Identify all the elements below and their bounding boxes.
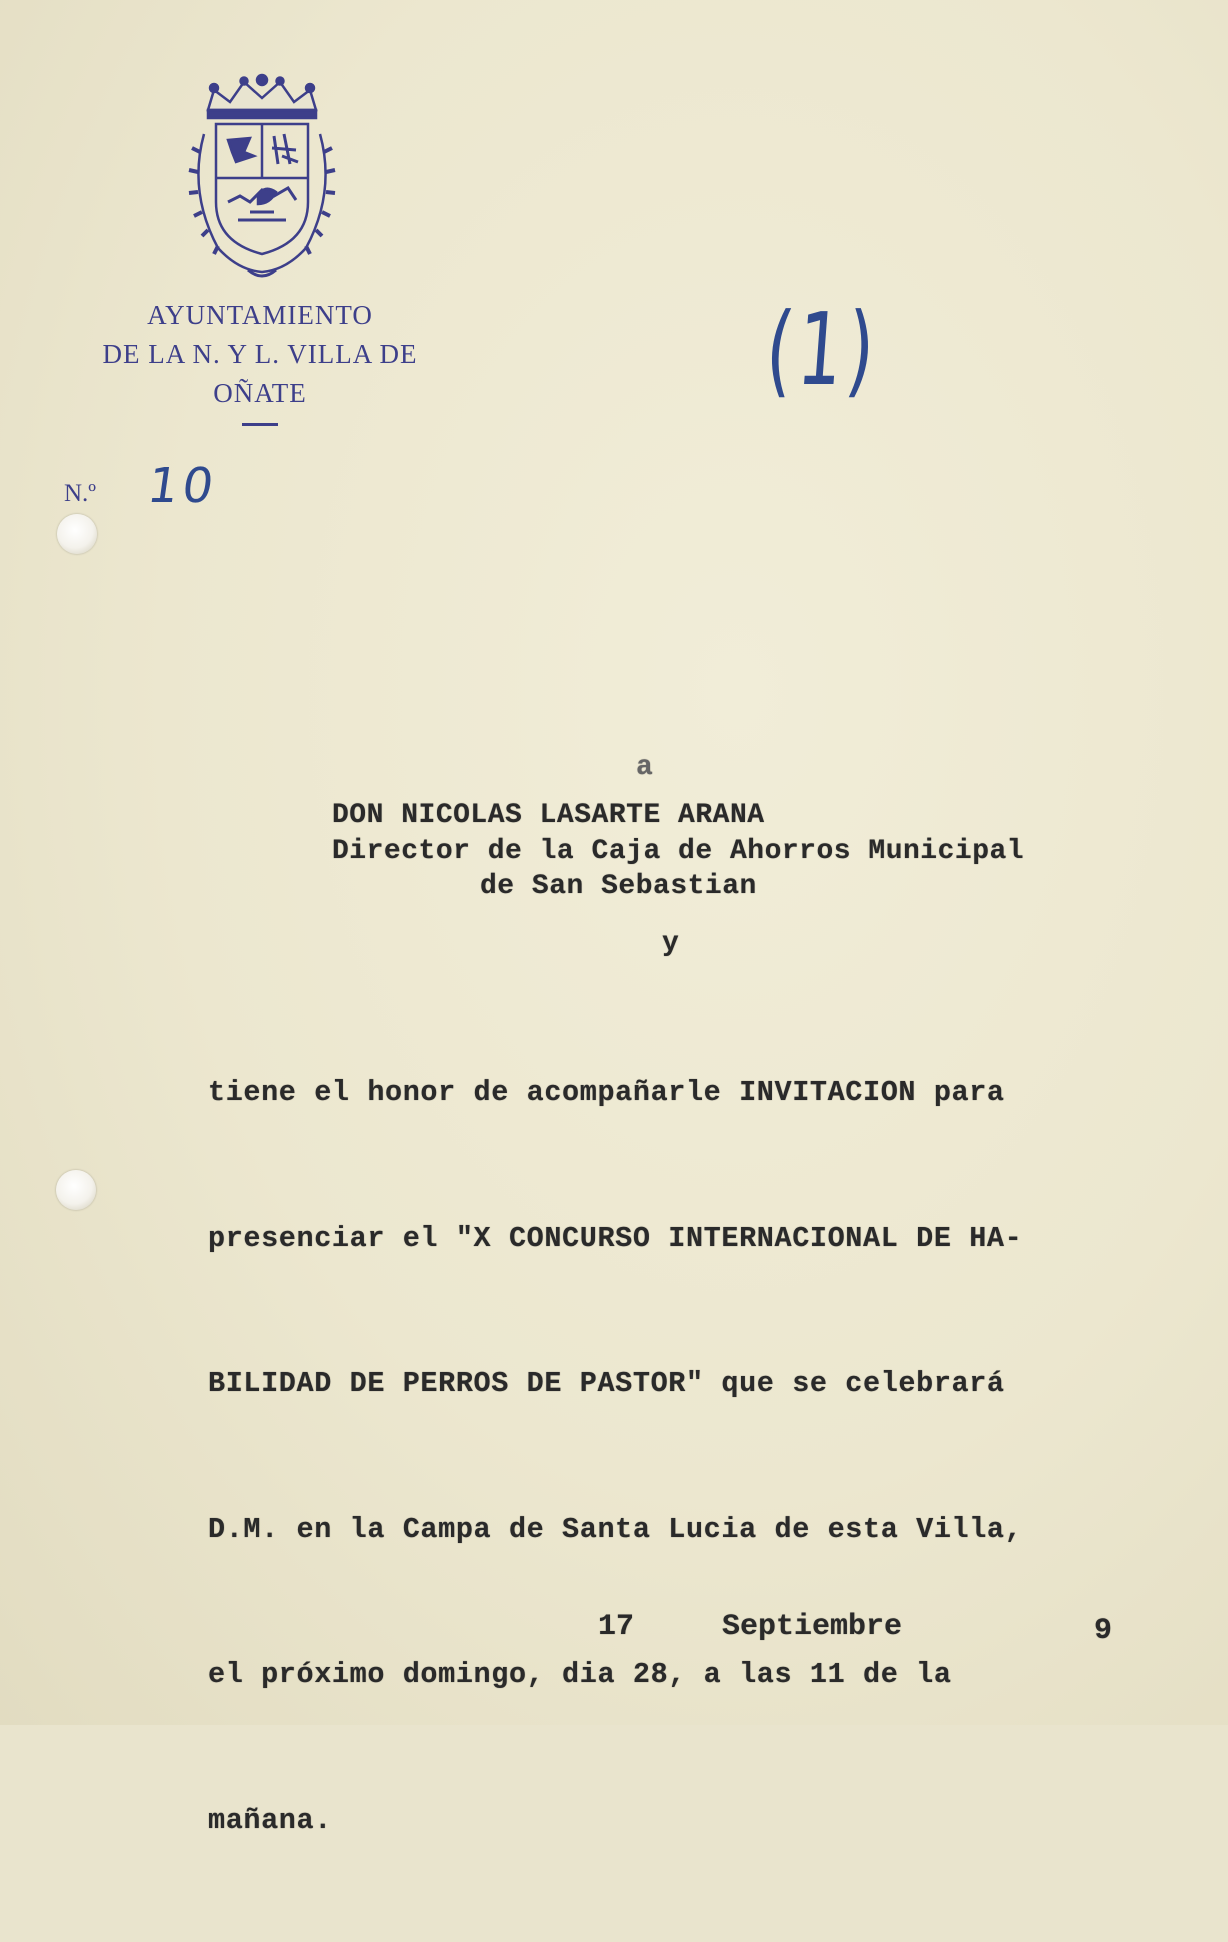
letterhead	[40, 296, 480, 426]
recipient-title: Director de la Caja de Ahorros Municipal	[332, 836, 1025, 867]
body-line: D.M. en la Campa de Santa Lucia de esta Villa,	[208, 1512, 1023, 1546]
body-line: BILIDAD DE PERROS DE PASTOR" que se celebrará	[208, 1367, 1005, 1400]
salutation: a	[636, 752, 653, 783]
punch-hole-bottom	[56, 1170, 96, 1210]
punch-hole-top	[57, 514, 97, 554]
letterhead-line-3: OÑATE	[213, 378, 307, 408]
letter-body	[208, 972, 1168, 1942]
date-month: Septiembre	[722, 1610, 903, 1644]
letterhead-divider	[242, 423, 278, 426]
date-day: 17	[598, 1610, 635, 1644]
body-line: el próximo domingo, dia 28, a las 11 de la	[208, 1658, 952, 1691]
handwritten-reference: (1)	[762, 291, 883, 408]
body-line: presenciar el "X CONCURSO INTERNACIONAL DE HA-	[208, 1221, 1023, 1255]
letterhead-line-1: AYUNTAMIENTO	[147, 300, 373, 330]
handwritten-number: 10	[144, 458, 222, 514]
body-line: tiene el honor de acompañarle INVITACION para	[208, 1076, 1005, 1109]
coat-of-arms-crest	[178, 72, 346, 282]
letterhead-line-2: DE LA N. Y L. VILLA DE	[102, 339, 418, 369]
body-line: mañana.	[208, 1803, 332, 1837]
recipient-name: DON NICOLAS LASARTE ARANA	[332, 800, 765, 831]
number-label: N.º	[64, 480, 97, 507]
conjunction: y	[662, 928, 679, 959]
date-year: 9	[1094, 1614, 1113, 1648]
recipient-city: de San Sebastian	[480, 871, 757, 902]
